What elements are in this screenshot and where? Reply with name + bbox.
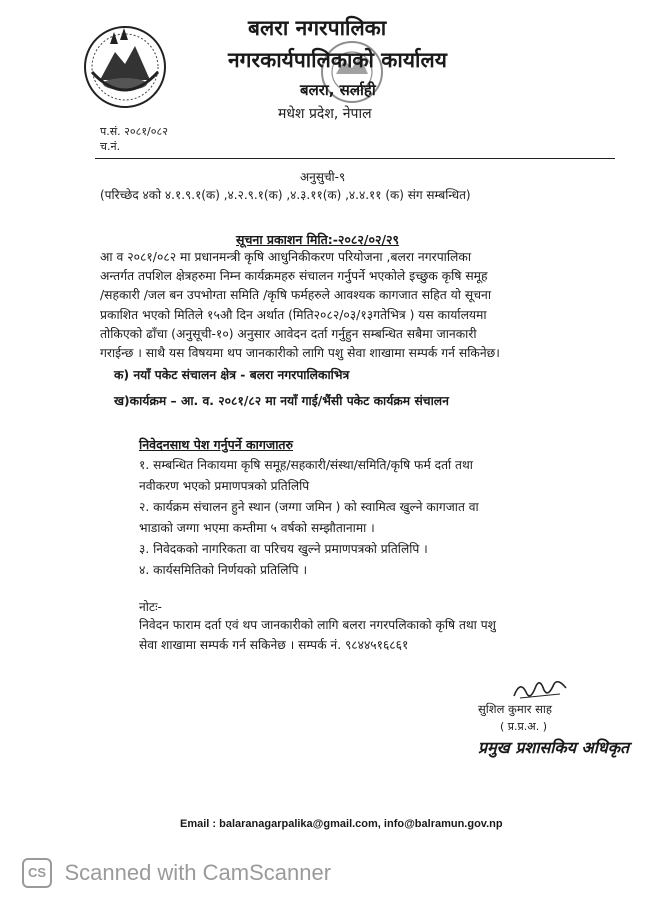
document-item: नवीकरण भएको प्रमाणपत्रको प्रतिलिपि <box>139 479 310 493</box>
signatory-abbr: ( प्र.प्र.अ. ) <box>500 720 547 733</box>
note-line: निवेदन फाराम दर्ता एवं थप जानकारीको लागि बलरा नगरपलिकाको कृषि तथा पशु <box>139 618 496 632</box>
item-kha: ख)कार्यक्रम – आ. व. २०८१/८२ मा नयाँ गाई/भैंसी पकेट कार्यक्रम संचालन <box>114 394 449 408</box>
province-country: मधेश प्रदेश, नेपाल <box>278 106 372 122</box>
note-label: नोटः- <box>139 600 162 614</box>
footer-email: Email : balaranagarpalika@gmail.com, info@balramun.gov.np <box>180 818 503 830</box>
notice-line: प्रकाशित भएको मितिले १५औ दिन अर्थात (मिति२०८२/०३/१३गतेभित्र ) यस कार्यालयमा <box>100 307 487 322</box>
annex-title: अनुसुची-९ <box>300 170 346 184</box>
document-item: ४. कार्यसमितिको निर्णयको प्रतिलिपि । <box>139 563 308 577</box>
notice-line: अन्तर्गत तपशिल क्षेत्रहरुमा निम्न कार्यक्रमहरु संचालन गर्नुपर्ने भएकोले इच्छुक कृषि समूह <box>100 269 488 284</box>
signatory-title: प्रमुख प्रशासकिय अधिकृत <box>478 738 630 757</box>
documents-list <box>139 455 615 581</box>
nepal-emblem-icon <box>80 22 170 112</box>
notice-line: /सहकारी /जल बन उपभोग्ता समिति /कृषि फर्महरुले आवश्यक कागजात सहित यो सूचना <box>100 288 492 303</box>
item-ka: क) नयाँ पकेट संचालन क्षेत्र - बलरा नगरपालिकाभित्र <box>114 368 350 382</box>
document-item: १. सम्बन्धित निकायमा कृषि समूह/सहकारी/संस्था/समिति/कृषि फर्म दर्ता तथा <box>139 458 473 472</box>
dispatch-number: च.नं. <box>100 140 121 153</box>
notice-body <box>100 248 614 363</box>
document-item: ३. निवेदकको नागरिकता वा परिचय खुल्ने प्रमाणपत्रको प्रतिलिपि । <box>139 542 428 556</box>
municipality-name: बलरा नगरपालिका <box>248 16 387 40</box>
signature-mark <box>510 676 570 704</box>
notice-line: तोकिएको ढाँचा (अनुसूची-१०) अनुसार आवेदन दर्ता गर्नुहुन सम्बन्धित सबैमा जानकारी <box>100 326 477 341</box>
office-name: नगरकार्यपालिकाको कार्यालय <box>228 48 447 72</box>
letter-number: प.सं. २०८१/०८२ <box>100 125 168 138</box>
document-item: २. कार्यक्रम संचालन हुने स्थान (जग्गा जमिन ) को स्वामित्व खुल्ने कागजात वा <box>139 500 479 514</box>
notice-heading: सूचना प्रकाशन मिति:-२०८२/०२/२९ <box>236 232 400 247</box>
camscanner-text: Scanned with CamScanner <box>64 860 332 885</box>
office-location: बलरा, सर्लाही <box>300 81 376 99</box>
camscanner-logo-icon: CS <box>22 858 52 888</box>
signatory-name: सुशिल कुमार साह <box>478 702 552 716</box>
camscanner-watermark <box>22 858 331 888</box>
notice-line: गराईन्छ । साथै यस विषयमा थप जानकारीको लागि पशु सेवा शाखामा सम्पर्क गर्न सकिनेछ। <box>100 346 500 361</box>
notice-line: आ व २०८१/०८२ मा प्रधानमन्त्री कृषि आधुनिकीकरण परियोजना ,बलरा नगरपालिका <box>100 250 472 264</box>
documents-heading: निवेदनसाथ पेश गर्नुपर्ने कागजातरु <box>139 437 294 452</box>
document-item: भाडाको जग्गा भएमा कम्तीमा ५ वर्षको सम्झौतानामा । <box>139 521 375 535</box>
note-body <box>139 616 615 655</box>
note-line: सेवा शाखामा सम्पर्क गर्न सकिनेछ । सम्पर्क नं. ९८४४५१६८६१ <box>139 637 409 652</box>
annex-reference: (परिच्छेद ४को ४.१.९.१(क) ,४.२.९.१(क) ,४.३.११(क) ,४.४.११ (क) संग सम्बन्धित) <box>100 188 471 202</box>
header-divider <box>95 158 615 159</box>
